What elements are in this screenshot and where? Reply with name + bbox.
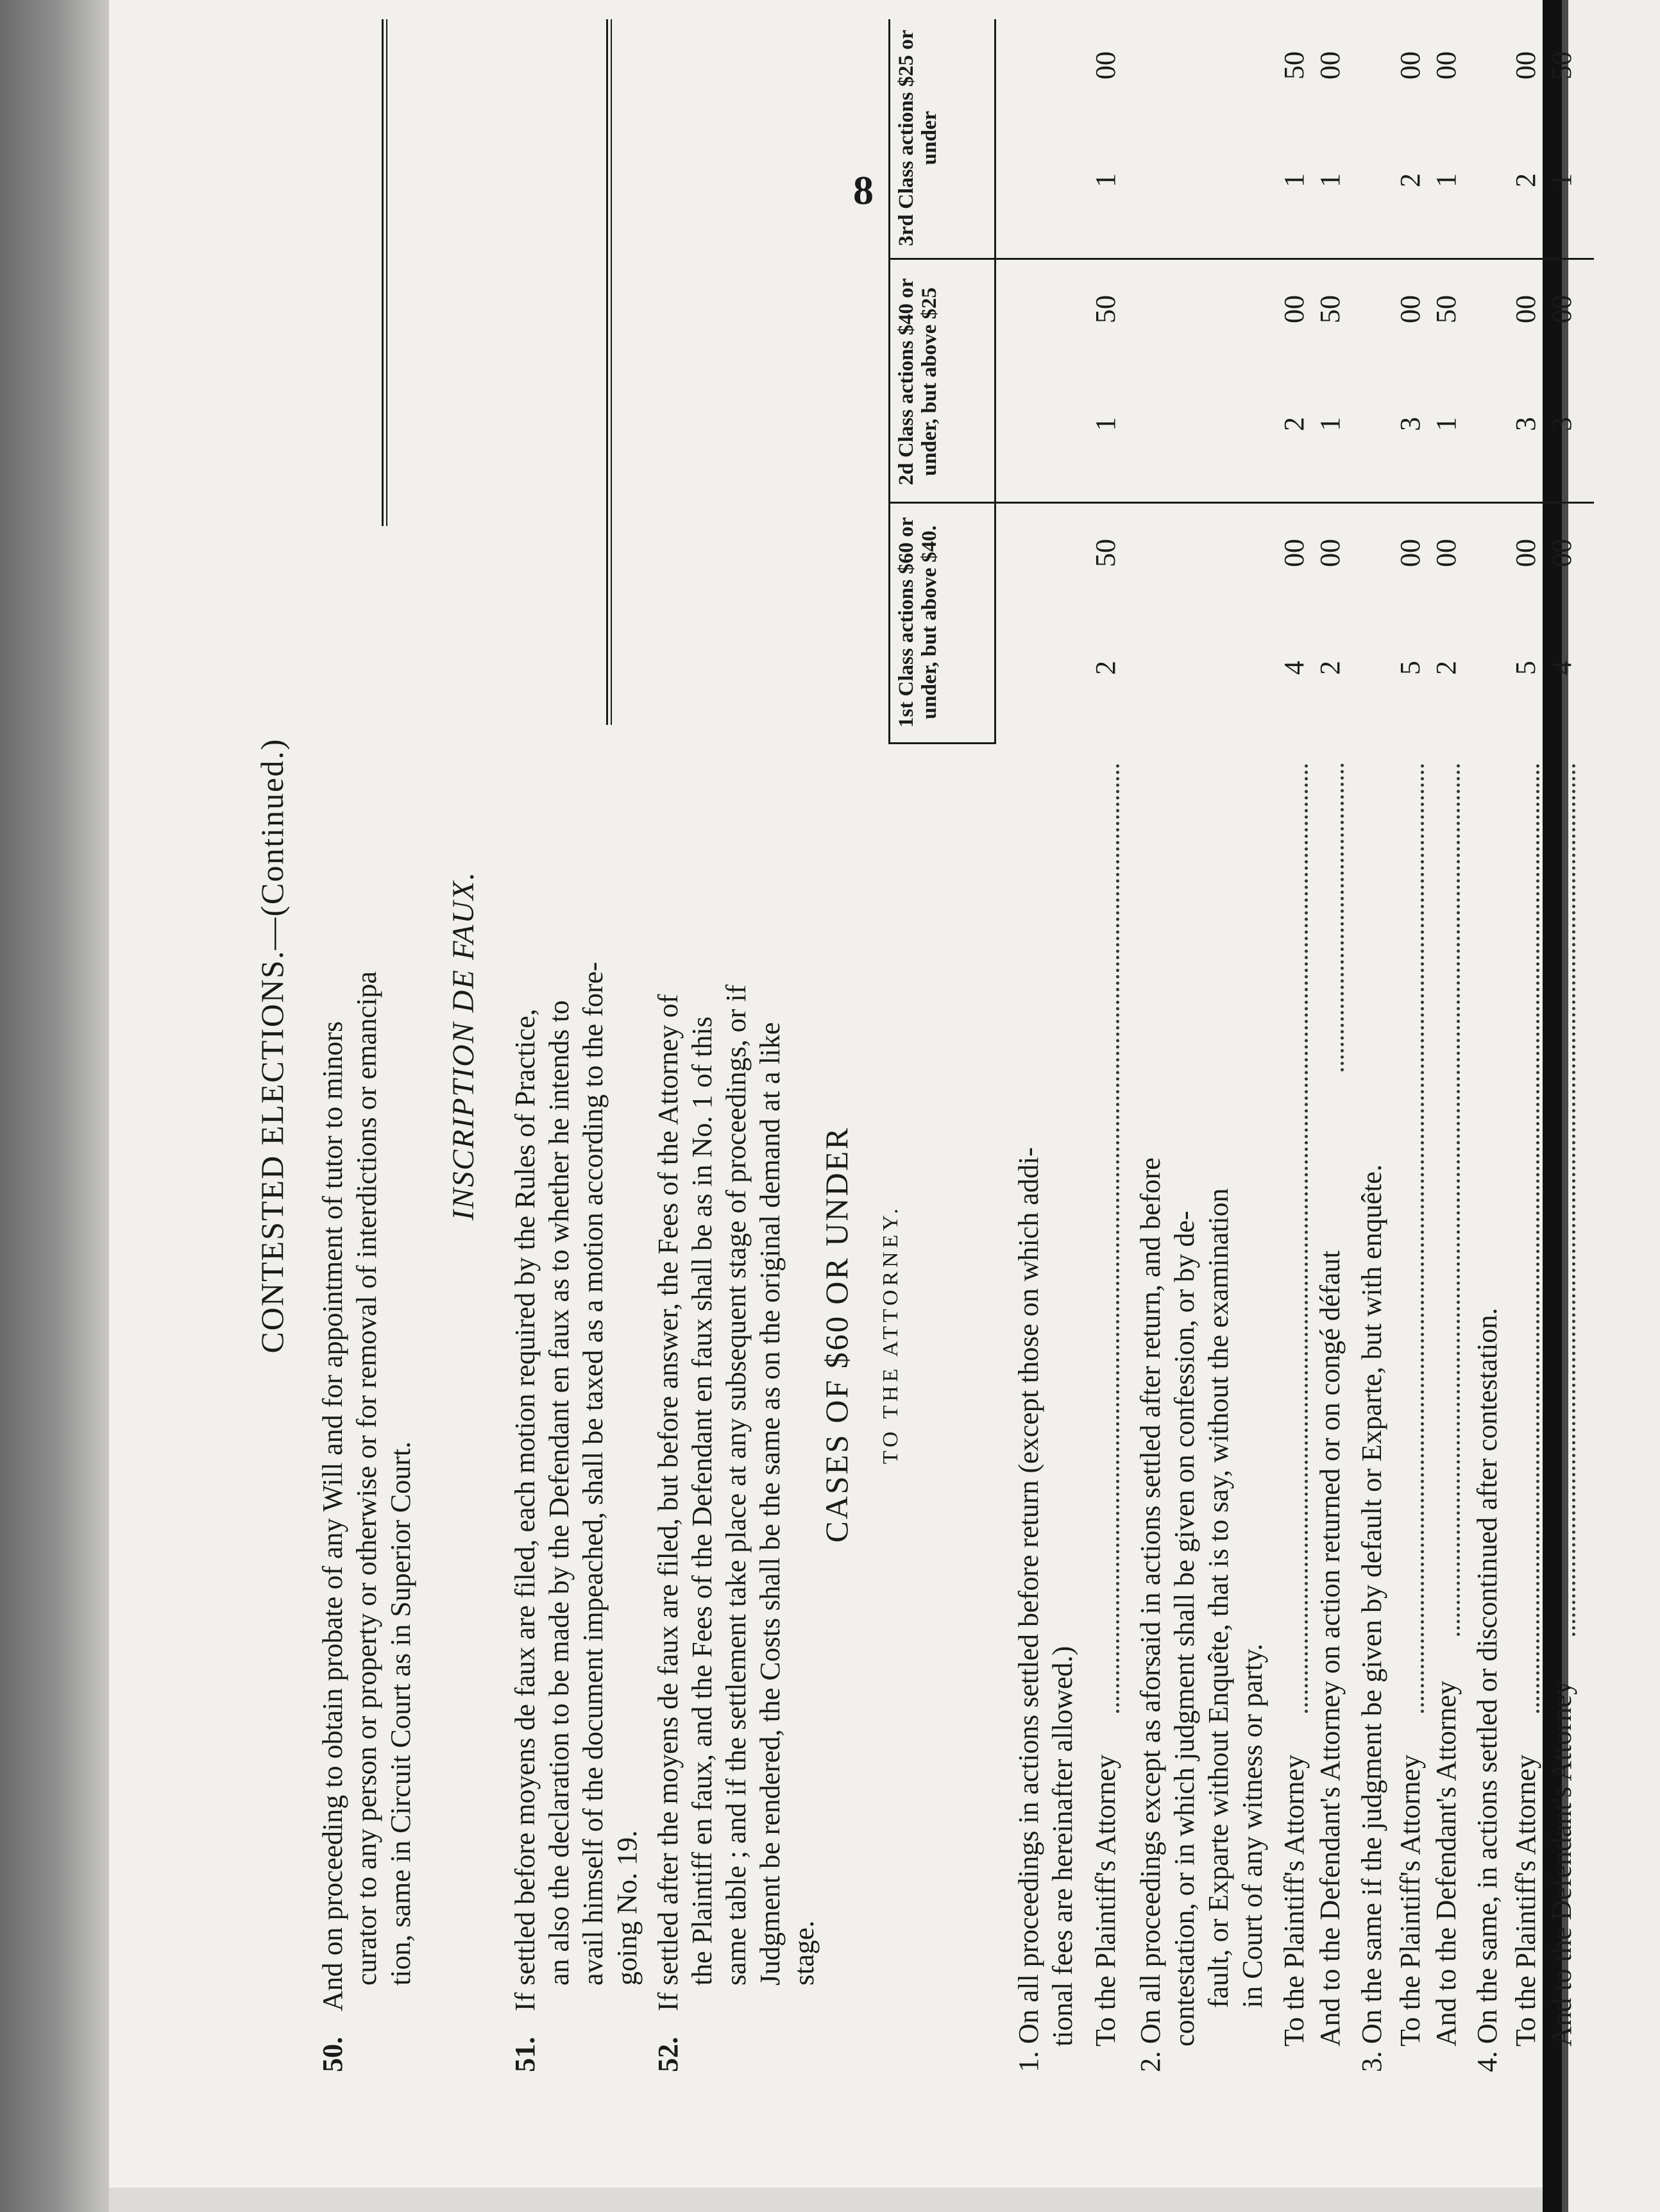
leader-dots — [1572, 763, 1575, 1636]
item-51-number: 51. — [509, 2037, 541, 2072]
amount-dollars: 4 — [1278, 661, 1310, 675]
amount-cents: 00 — [1394, 295, 1426, 323]
amount-cents: 00 — [1314, 539, 1346, 567]
amount-dollars: 3 — [1510, 417, 1541, 431]
table-header-rule-top — [888, 19, 890, 744]
amount-dollars: 5 — [1510, 661, 1541, 675]
item-52-line: same table ; and if the settlement take place at any subsequent stage of proceedings, or if — [720, 984, 752, 1986]
amount-cents: 00 — [1546, 295, 1577, 323]
table-col-divider — [888, 742, 996, 744]
amount-cents: 50 — [1278, 51, 1310, 80]
amount-dollars: 2 — [1510, 173, 1541, 187]
table-row-text: tional fees are hereinafter allowed.) — [1047, 1646, 1078, 2046]
leader-dots — [1421, 763, 1424, 1713]
item-52-line: the Plaintiff en faux, and the Fees of the Defendant en faux shall be as in No. 1 of this — [686, 1016, 718, 1986]
item-52-line: stage. — [788, 1920, 820, 1986]
amount-dollars: 1 — [1430, 417, 1462, 431]
amount-dollars: 4 — [1546, 661, 1577, 675]
amount-dollars: 5 — [1394, 661, 1426, 675]
item-50-number: 50. — [317, 2037, 348, 2072]
rule — [611, 19, 612, 725]
rule — [606, 19, 608, 725]
rotated-page-content — [253, 19, 1632, 2072]
leader-dots — [1341, 763, 1344, 1071]
table-row-text: And to the Defendant's Attorney — [1430, 1680, 1462, 2046]
item-51-line: avail himself of the document impeached, shall be taxed as a motion according to the fore- — [577, 962, 609, 1986]
cases-subheading: TO THE ATTORNEY. — [879, 1204, 902, 1465]
table-row-text: contestation, or in which judgment shall be given on confession, or by de- — [1169, 1211, 1200, 2046]
table-col-divider — [888, 502, 1594, 504]
amount-cents: 00 — [1394, 51, 1426, 80]
amount-cents: 00 — [1546, 539, 1577, 567]
amount-cents: 00 — [1510, 539, 1541, 567]
amount-dollars: 1 — [1090, 417, 1121, 431]
amount-dollars: 2 — [1090, 661, 1121, 675]
cases-heading: CASES OF $60 OR UNDER — [818, 1126, 854, 1543]
amount-cents: 50 — [1090, 539, 1121, 567]
amount-cents: 00 — [1510, 51, 1541, 80]
amount-cents: 00 — [1394, 539, 1426, 567]
amount-dollars: 1 — [1430, 173, 1462, 187]
leader-dots — [1457, 763, 1460, 1636]
table-row-text: And to the Defendant's Attorney — [1546, 1680, 1577, 2046]
item-50-line: And on proceeding to obtain probate of any Will and for appointment of tutor to minors — [317, 1021, 348, 2011]
amount-dollars: 2 — [1314, 661, 1346, 675]
amount-cents: 00 — [1430, 51, 1462, 80]
item-51-line: going No. 19. — [611, 1830, 643, 1986]
column-header-1st-class: 1st Class actions $60 or under, but above $40. — [895, 516, 941, 728]
table-row-text: 1. On all proceedings in actions settled before return (except those on which addi- — [1013, 1147, 1044, 2072]
table-row-text: 3. On the same if the judgment be given by default or Exparte, but with enquête. — [1356, 1164, 1387, 2072]
amount-dollars: 3 — [1546, 417, 1577, 431]
scan-bottom-edge — [109, 2188, 1543, 2212]
page-title: CONTESTED ELECTIONS.—(Continued.) — [254, 738, 290, 1354]
column-header-3rd-class: 3rd Class actions $25 or under — [895, 30, 941, 246]
amount-cents: 00 — [1510, 295, 1541, 323]
table-row-text: To the Plaintiff's Attorney — [1278, 1755, 1310, 2046]
table-row-text: fault, or Exparte without Enquête, that is to say, without the examination — [1203, 1188, 1234, 2008]
page-number: 8 — [853, 167, 874, 213]
amount-dollars: 3 — [1394, 417, 1426, 431]
item-50-line: tion, same in Circuit Court as in Superior Court. — [385, 1441, 416, 1986]
leader-dots — [1536, 763, 1539, 1713]
amount-cents: 50 — [1314, 295, 1346, 323]
item-52-line: Judgment be rendered, the Costs shall be the same as on the original demand at a like — [754, 1022, 786, 1986]
table-row-text: 4. On the same, in actions settled or discontinued after contestation. — [1471, 1307, 1503, 2072]
column-header-2d-class: 2d Class actions $40 or under, but above $25 — [895, 278, 941, 486]
leader-dots — [1116, 763, 1119, 1713]
table-row-text: in Court of any witness or party. — [1237, 1644, 1268, 2008]
amount-dollars: 2 — [1278, 417, 1310, 431]
amount-cents: 50 — [1430, 295, 1462, 323]
amount-dollars: 1 — [1090, 173, 1121, 187]
amount-dollars: 1 — [1546, 173, 1577, 187]
amount-cents: 00 — [1430, 539, 1462, 567]
item-51-line: If settled before moyens de faux are filed, each motion required by the Rules of Practice, — [509, 1008, 541, 2011]
item-52-line: If settled after the moyens de faux are filed, but before answer, the Fees of the Attorney of — [652, 994, 684, 2011]
amount-cents: 00 — [1314, 51, 1346, 80]
scan-left-shadow — [0, 0, 109, 2212]
item-51-line: an also the declaration to be made by the Defendant en faux as to whether he intends to — [543, 1000, 575, 1986]
amount-dollars: 1 — [1314, 173, 1346, 187]
amount-dollars: 2 — [1394, 173, 1426, 187]
table-col-divider — [888, 258, 1594, 260]
table-row-text: To the Plaintiff's Attorney — [1394, 1755, 1426, 2046]
table-row-text: 2. On all proceedings except as aforsaid in actions settled after return, and before — [1135, 1157, 1166, 2072]
table-row-text: To the Plaintiff's Attorney — [1510, 1755, 1541, 2046]
amount-dollars: 2 — [1430, 661, 1462, 675]
rule — [382, 19, 384, 526]
rule — [386, 19, 387, 526]
table-row-text: To the Plaintiff's Attorney — [1090, 1755, 1121, 2046]
item-50-line: curator to any person or property or otherwise or for removal of interdictions or emancipa — [351, 971, 382, 1986]
amount-dollars: 1 — [1278, 173, 1310, 187]
table-header-rule-bottom — [994, 19, 996, 744]
amount-cents: 00 — [1090, 51, 1121, 80]
amount-dollars: 1 — [1314, 417, 1346, 431]
amount-cents: 50 — [1546, 51, 1577, 80]
item-52-number: 52. — [652, 2037, 684, 2072]
amount-cents: 00 — [1278, 295, 1310, 323]
table-row-text: And to the Defendant's Attorney on action returned or on congé défaut — [1314, 1250, 1346, 2046]
section-heading-inscription-de-faux: INSCRIPTION DE FAUX. — [446, 871, 480, 1221]
amount-cents: 50 — [1090, 295, 1121, 323]
leader-dots — [1305, 763, 1308, 1713]
amount-cents: 00 — [1278, 539, 1310, 567]
